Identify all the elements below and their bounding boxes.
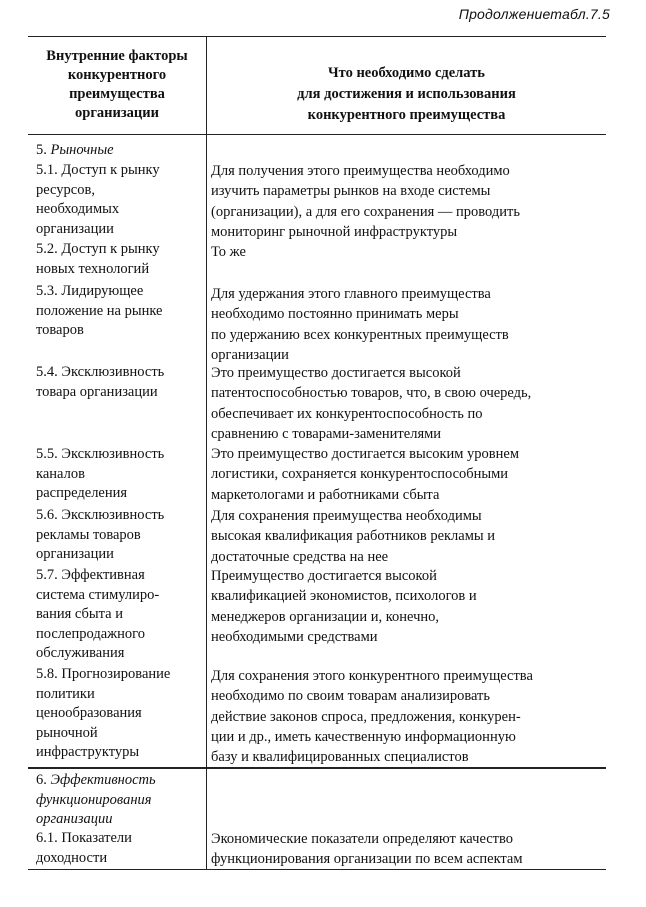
factor-6-1: 6.1. Показатели доходности xyxy=(36,830,132,866)
header-factors: Внутренние факторы конкурентного преимущества организации xyxy=(46,48,188,121)
action-5-5: Это преимущество достигается высоким уровнем логистики, сохраняется конкурентоспособными маркетологами и работниками сбыта xyxy=(211,446,520,503)
action-6-1: Экономические показатели определяют качество функционирования организации по всем аспектам xyxy=(211,831,523,868)
factor-5-8: 5.8. Прогнозирование политики ценообразования рыночной инфраструктуры xyxy=(36,666,171,760)
header-divider xyxy=(28,134,606,135)
action-5-4: Это преимущество достигается высокой патентоспособностью товаров, что, в свою очередь, обеспечивает их конкурентоспособность по сравнению с товарами-заменителями xyxy=(211,365,532,442)
action-5-3: Для удержания этого главного преимущества необходимо постоянно принимать меры по удержанию всех конкурентных преимуществ организации xyxy=(211,286,509,363)
factor-5-5: 5.5. Эксклюзивность каналов распределения xyxy=(36,446,165,501)
factor-5-7: 5.7. Эффективная система стимулиро- вания сбыта и послепродажного обслуживания xyxy=(36,567,160,661)
factors-table xyxy=(28,36,606,870)
factor-5-2: 5.2. Доступ к рынку новых технологий xyxy=(36,241,160,277)
factor-5-3: 5.3. Лидирующее положение на рынке товаров xyxy=(36,283,163,338)
factor-5-4: 5.4. Эксклюзивность товара организации xyxy=(36,364,165,400)
table-caption: Продолжениетабл.7.5 xyxy=(458,6,610,22)
factor-5-1: 5.1. Доступ к рынку ресурсов, необходимых организации xyxy=(36,162,160,237)
factor-5-6: 5.6. Эксклюзивность рекламы товаров организации xyxy=(36,507,165,562)
action-5-7: Преимущество достигается высокой квалификацией экономистов, психологов и менеджеров организации и, конечно, необходимыми средствами xyxy=(211,568,477,645)
action-5-8: Для сохранения этого конкурентного преимущества необходимо по своим товарам анализировать действие законов спроса, предложения, конкурен- ции и др., иметь качественную информационную базу и квалифицированных специалистов xyxy=(211,668,533,766)
section-6-heading: 6. Эффективность функционирования организации xyxy=(36,772,156,827)
action-5-6: Для сохранения преимущества необходимы высокая квалификация работников рекламы и достаточные средства на нее xyxy=(211,508,496,565)
section-5-heading: 5. Рыночные xyxy=(36,142,114,158)
action-5-1: Для получения этого преимущества необходимо изучить параметры рынков на входе системы (организации), а для его сохранения — проводить мониторинг рыночной инфраструктуры xyxy=(211,163,520,240)
header-actions: Что необходимо сделать для достижения и использования конкурентного преимущества xyxy=(297,65,516,123)
action-5-2: То же xyxy=(211,244,246,260)
column-divider xyxy=(206,37,207,869)
